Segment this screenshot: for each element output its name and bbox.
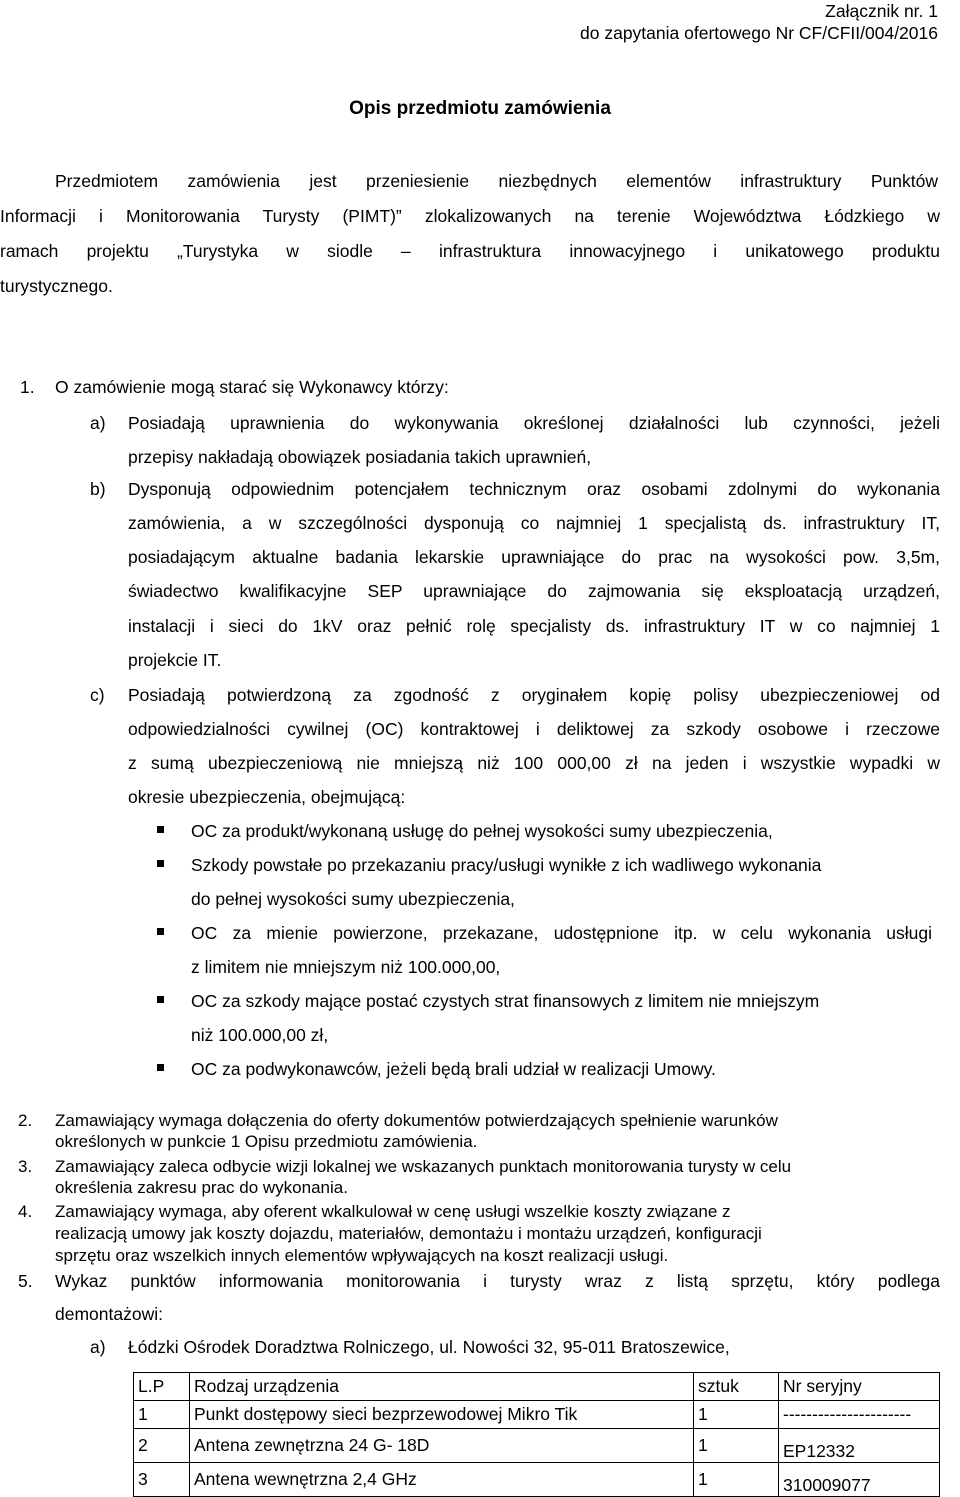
item-c-line-1: Posiadają potwierdzoną za zgodność z oryginałem kopię polisy ubezpieczeniowej od — [128, 685, 940, 705]
bullet-2-line-1: Szkody powstałe po przekazaniu pracy/usługi wynikłe z ich wadliwego wykonania — [191, 855, 822, 875]
page-title: Opis przedmiotu zamówienia — [349, 98, 611, 119]
table-cell: ---------------------- — [779, 1401, 940, 1429]
table-cell: Antena zewnętrzna 24 G- 18D — [190, 1429, 694, 1463]
table-row — [134, 1401, 940, 1429]
table-row — [134, 1463, 940, 1497]
section-2-number: 2. — [18, 1111, 33, 1130]
location-a-text: Łódzki Ośrodek Doradztwa Rolniczego, ul. Nowości 32, 95-011 Bratoszewice, — [128, 1337, 730, 1357]
table-cell: Antena wewnętrzna 2,4 GHz — [190, 1463, 694, 1497]
table-cell: 1 — [694, 1401, 779, 1429]
item-c-line-4: okresie ubezpieczenia, obejmującą: — [128, 787, 406, 807]
table-header-cell: sztuk — [694, 1373, 779, 1401]
section-5-line-2: demontażowi: — [55, 1304, 163, 1324]
item-b-line-3: posiadającym aktualne badania lekarskie uprawniające do prac na wysokości pow. 3,5m, — [128, 547, 940, 567]
location-a-label: a) — [90, 1337, 106, 1357]
bullet-5-text: OC za podwykonawców, jeżeli będą brali udział w realizacji Umowy. — [191, 1059, 716, 1079]
item-c-label: c) — [90, 685, 105, 705]
item-c-line-3: z sumą ubezpieczeniową nie mniejszą niż 100 000,00 zł na jeden i wszystkie wypadki w — [128, 753, 940, 773]
section-1-number: 1. — [20, 377, 35, 397]
attachment-label: Załącznik nr. 1 — [825, 1, 938, 21]
table-cell: 1 — [694, 1463, 779, 1497]
table-cell: EP12332 — [779, 1429, 940, 1463]
section-3-number: 3. — [18, 1157, 33, 1176]
bullet-2-line-2: do pełnej wysokości sumy ubezpieczenia, — [191, 889, 515, 909]
section-3-line-1: Zamawiający zaleca odbycie wizji lokalnej we wskazanych punktach monitorowania turysty w celu — [55, 1157, 792, 1176]
bullet-3-line-2: z limitem nie mniejszym niż 100.000,00, — [191, 957, 501, 977]
table-cell: 310009077 — [779, 1463, 940, 1497]
item-b-label: b) — [90, 479, 106, 499]
bullet-4-line-2: niż 100.000,00 zł, — [191, 1025, 329, 1045]
section-4-line-3: sprzętu oraz wszelkich innych elementów wpływających na koszt realizacji usługi. — [55, 1246, 669, 1265]
table-cell: Punkt dostępowy sieci bezprzewodowej Mikro Tik — [190, 1401, 694, 1429]
section-1-heading: O zamówienie mogą starać się Wykonawcy którzy: — [55, 377, 449, 397]
table-cell: 3 — [134, 1463, 190, 1497]
item-a-line-1: Posiadają uprawnienia do wykonywania określonej działalności lub czynności, jeżeli — [128, 413, 940, 433]
section-2-line-2: określonych w punkcie 1 Opisu przedmiotu zamówienia. — [55, 1132, 478, 1151]
item-b-line-4: świadectwo kwalifikacyjne SEP uprawniające do zajmowania się eksploatacją urządzeń, — [128, 581, 940, 601]
intro-line-3: ramach projektu „Turystyka w siodle – infrastruktura innowacyjnego i unikatowego produktu — [0, 241, 940, 261]
section-5-number: 5. — [18, 1271, 33, 1291]
table-header-cell: Rodzaj urządzenia — [190, 1373, 694, 1401]
equipment-table — [133, 1372, 940, 1497]
table-header-cell: Nr seryjny — [779, 1373, 940, 1401]
section-4-line-1: Zamawiający wymaga, aby oferent wkalkulował w cenę usługi wszelkie koszty związane z — [55, 1202, 731, 1221]
section-3-line-2: określenia zakresu prac do wykonania. — [55, 1178, 348, 1197]
item-a-line-2: przepisy nakładają obowiązek posiadania takich uprawnień, — [128, 447, 592, 467]
item-b-line-5: instalacji i sieci do 1kV oraz pełnić rolę specjalisty ds. infrastruktury IT w co najmniej 1 — [128, 616, 940, 636]
table-cell: 2 — [134, 1429, 190, 1463]
bullet-marker — [157, 860, 164, 867]
reference-number: do zapytania ofertowego Nr CF/CFII/004/2016 — [580, 23, 938, 43]
intro-line-2: Informacji i Monitorowania Turysty (PIMT)” zlokalizowanych na terenie Województwa Łódzkiego w — [0, 206, 940, 226]
section-4-line-2: realizacją umowy jak koszty dojazdu, materiałów, demontażu i montażu urządzeń, konfiguracji — [55, 1224, 762, 1243]
table-row — [134, 1429, 940, 1463]
table-header-row — [134, 1373, 940, 1401]
bullet-marker — [157, 1064, 164, 1071]
bullet-marker — [157, 996, 164, 1003]
bullet-4-line-1: OC za szkody mające postać czystych strat finansowych z limitem nie mniejszym — [191, 991, 820, 1011]
bullet-marker — [157, 826, 164, 833]
intro-line-1: Przedmiotem zamówienia jest przeniesienie niezbędnych elementów infrastruktury Punktów — [55, 171, 938, 191]
table-header-cell: L.P — [134, 1373, 190, 1401]
item-b-line-2: zamówienia, a w szczególności dysponują co najmniej 1 specjalistą ds. infrastruktury IT, — [128, 513, 940, 533]
table-cell: 1 — [694, 1429, 779, 1463]
item-c-line-2: odpowiedzialności cywilnej (OC) kontraktowej i deliktowej za szkody osobowe i rzeczowe — [128, 719, 940, 739]
bullet-marker — [157, 928, 164, 935]
intro-line-4: turystycznego. — [0, 276, 113, 296]
table-cell: 1 — [134, 1401, 190, 1429]
item-b-line-6: projekcie IT. — [128, 650, 222, 670]
bullet-3-line-1: OC za mienie powierzone, przekazane, udostępnione itp. w celu wykonania usługi — [191, 923, 932, 943]
item-b-line-1: Dysponują odpowiednim potencjałem technicznym oraz osobami zdolnymi do wykonania — [128, 479, 940, 499]
bullet-1-text: OC za produkt/wykonaną usługę do pełnej wysokości sumy ubezpieczenia, — [191, 821, 773, 841]
section-2-line-1: Zamawiający wymaga dołączenia do oferty dokumentów potwierdzających spełnienie warunków — [55, 1111, 778, 1130]
item-a-label: a) — [90, 413, 106, 433]
section-5-line-1: Wykaz punktów informowania monitorowania i turysty wraz z listą sprzętu, który podlega — [55, 1271, 940, 1291]
section-4-number: 4. — [18, 1202, 33, 1221]
